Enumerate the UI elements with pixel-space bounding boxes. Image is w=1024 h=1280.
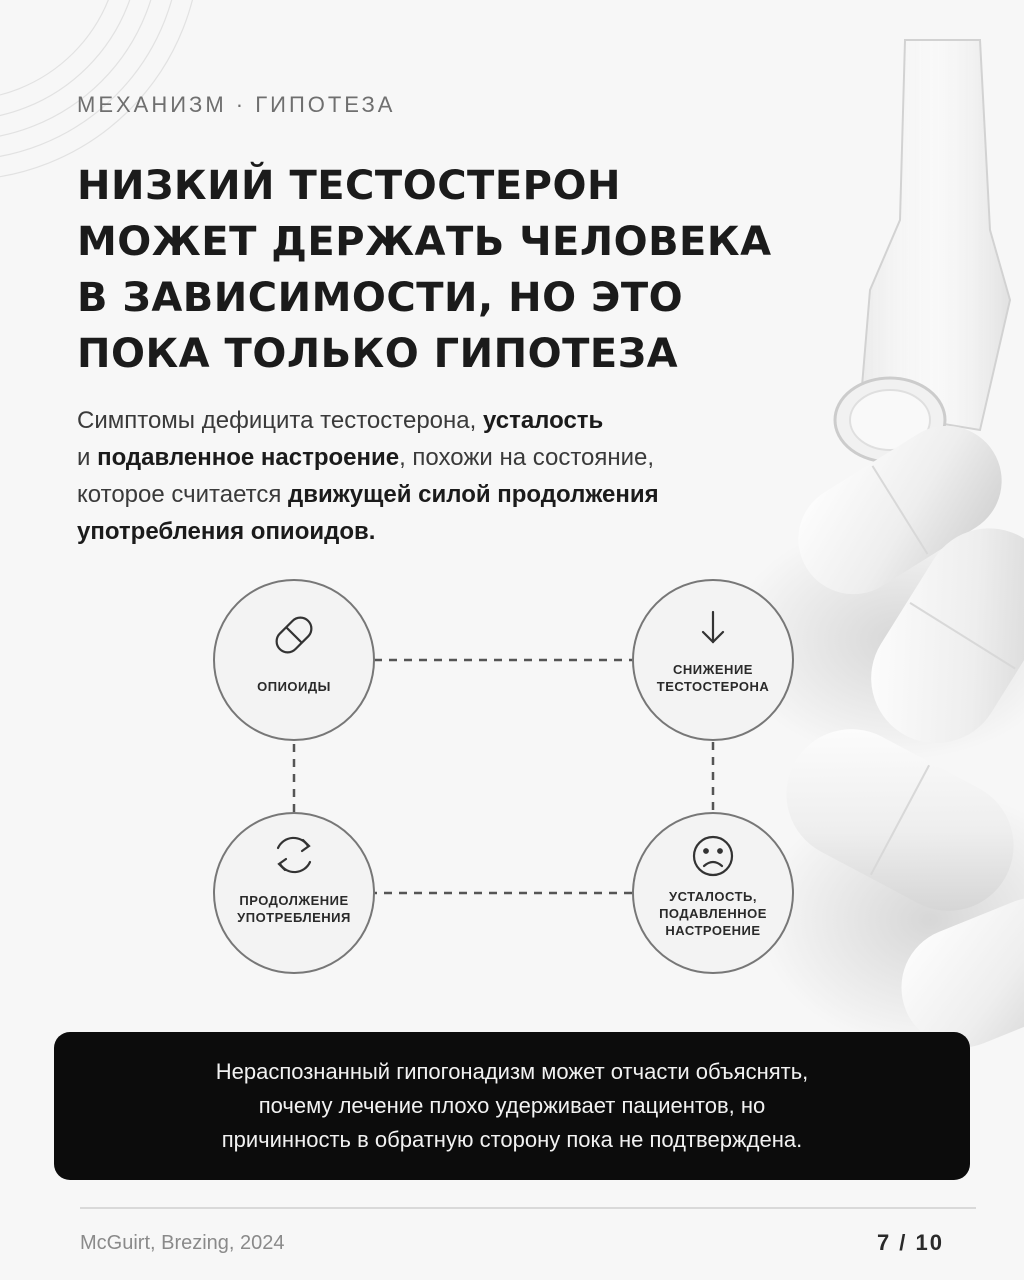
section-kicker: МЕХАНИЗМ · ГИПОТЕЗА bbox=[77, 92, 396, 117]
node-label-line: ОПИОИДЫ bbox=[257, 679, 331, 694]
callout-note bbox=[54, 1032, 970, 1180]
headline-line: МОЖЕТ ДЕРЖАТЬ ЧЕЛОВЕКА bbox=[77, 219, 772, 265]
intro-text: , похожи на состояние, bbox=[399, 444, 655, 471]
node-label-line: ПРОДОЛЖЕНИЕ bbox=[239, 893, 349, 908]
intro-emphasis: подавленное настроение bbox=[97, 444, 400, 471]
source-citation: McGuirt, Brezing, 2024 bbox=[80, 1232, 285, 1254]
node-label-line: НАСТРОЕНИЕ bbox=[665, 923, 761, 938]
callout-line: Нераспознанный гипогонадизм может отчасти объяснять, bbox=[215, 1059, 809, 1084]
node-circle-testosterone-drop bbox=[633, 580, 793, 740]
footer-divider bbox=[80, 1207, 976, 1209]
headline-line: ПОКА ТОЛЬКО ГИПОТЕЗА bbox=[77, 331, 679, 377]
intro-text: и bbox=[77, 444, 98, 471]
callout-line: причинность в обратную сторону пока не подтверждена. bbox=[221, 1127, 803, 1152]
intro-emphasis: употребления опиоидов. bbox=[77, 518, 376, 545]
intro-text: которое считается bbox=[77, 481, 289, 508]
headline-line: В ЗАВИСИМОСТИ, НО ЭТО bbox=[77, 275, 684, 321]
node-label-testosterone-drop bbox=[628, 661, 798, 695]
node-label-fatigue-mood bbox=[628, 888, 798, 939]
intro-emphasis: движущей силой продолжения bbox=[288, 481, 659, 508]
node-label-line: СНИЖЕНИЕ bbox=[673, 662, 753, 677]
intro-text: Симптомы дефицита тестостерона, bbox=[77, 407, 483, 434]
node-label-opioids bbox=[209, 678, 379, 695]
intro-emphasis: усталость bbox=[482, 407, 604, 434]
callout-line: почему лечение плохо удерживает пациентов, но bbox=[258, 1093, 766, 1118]
node-label-line: УСТАЛОСТЬ, bbox=[668, 889, 757, 904]
node-label-continued-use bbox=[209, 892, 379, 926]
callout-text bbox=[216, 1055, 809, 1157]
node-label-line: ТЕСТОСТЕРОНА bbox=[656, 679, 770, 694]
node-circle-opioids bbox=[214, 580, 374, 740]
headline-line: НИЗКИЙ ТЕСТОСТЕРОН bbox=[77, 163, 621, 209]
node-label-line: УПОТРЕБЛЕНИЯ bbox=[237, 910, 351, 925]
node-label-line: ПОДАВЛЕННОЕ bbox=[659, 906, 767, 921]
page-indicator: 7 / 10 bbox=[876, 1230, 944, 1255]
